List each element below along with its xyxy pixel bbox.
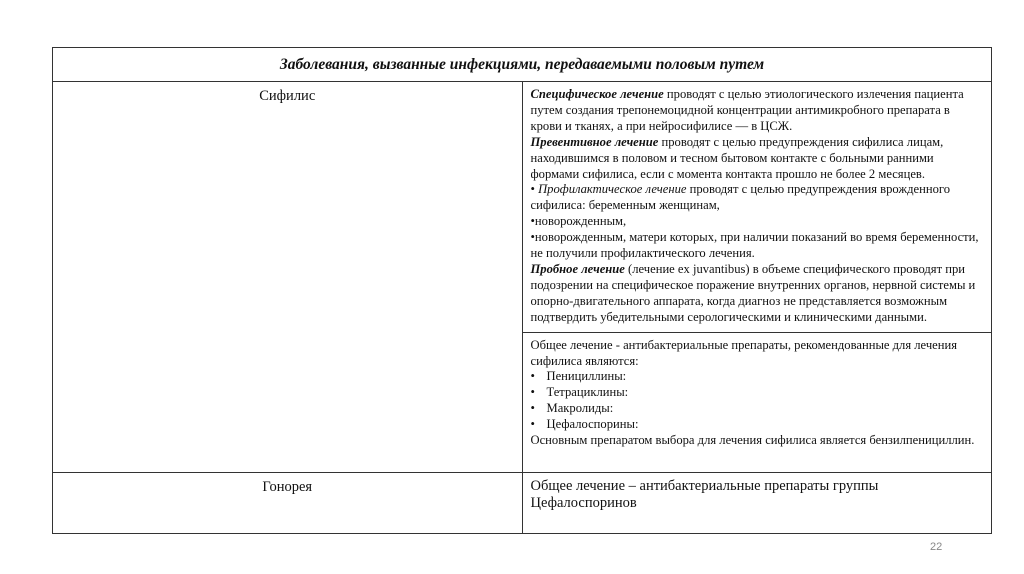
table-header-row bbox=[53, 48, 992, 82]
table-header: Заболевания, вызванные инфекциями, передаваемыми половым путем bbox=[53, 48, 992, 82]
prophylactic-term: Профилактическое лечение bbox=[538, 182, 687, 197]
table-row bbox=[53, 82, 992, 333]
gonorrhea-treatment-cell: Общее лечение – антибактериальные препараты группы Цефалоспоринов bbox=[522, 472, 992, 533]
specific-term: Специфическое лечение bbox=[530, 87, 664, 101]
page-number: 22 bbox=[930, 541, 943, 553]
syphilis-specific-treatment-cell bbox=[522, 82, 992, 333]
preventive-term: Превентивное лечение bbox=[530, 134, 659, 149]
treatment-table bbox=[52, 47, 992, 534]
syphilis-common-treatment-cell bbox=[522, 332, 992, 472]
trial-term: Пробное лечение bbox=[530, 261, 625, 276]
disease-cell-syphilis bbox=[53, 82, 523, 473]
preventive-treatment-paragraph bbox=[531, 135, 984, 183]
newborn-item-2: •новорожденным, матери которых, при наличии показаний во время беременности, не получили профилактического лечения. bbox=[530, 230, 979, 261]
newborn-item-1: •новорожденным, bbox=[530, 214, 627, 229]
prophylactic-treatment-paragraph: • Профилактическое лечение проводят с целью предупреждения врожденного сифилиса: беременным женщинам, bbox=[530, 182, 951, 213]
drug-list-item: • Макролиды: bbox=[530, 401, 614, 416]
disease-cell-gonorrhea bbox=[53, 472, 523, 533]
trial-text: (лечение ex juvantibus) в объеме специфического проводят при подозрении на специфическое поражение внутренних органов, нервной системы и опорно-двигательного аппарата, когда диагноз не представляется возможным подтвердить убедительными серологическими и клиническими данными. bbox=[530, 261, 976, 324]
common-intro: Общее лечение - антибактериальные препараты, рекомендованные для лечения сифилиса являются: bbox=[530, 337, 958, 368]
table-row bbox=[53, 472, 992, 533]
trial-treatment-paragraph bbox=[531, 262, 984, 326]
prophylactic-text: проводят с целью предупреждения врожденного сифилиса: беременным женщинам, bbox=[530, 182, 951, 213]
drug-list-item: • Тетрациклины: bbox=[530, 385, 629, 400]
preventive-text: проводят с целью предупреждения сифилиса лицам, находившимся в половом и тесном бытовом контакте с больными ранними формами сифилиса, если с момента контакта прошло не более 2 месяцев. bbox=[530, 134, 944, 181]
drug-list-item: • Цефалоспорины: bbox=[530, 417, 639, 432]
drug-list-item: • Пенициллины: bbox=[530, 369, 627, 384]
common-outro: Основным препаратом выбора для лечения сифилиса является бензилпенициллин. bbox=[530, 433, 975, 448]
disease-name: Гонорея bbox=[262, 478, 313, 495]
specific-treatment-paragraph bbox=[531, 87, 984, 135]
disease-name: Сифилис bbox=[259, 88, 316, 104]
specific-text: проводят с целью этиологического излечения пациента путем создания трепонемоцидной концентрации антимикробного препарата в крови и тканях, а при нейросифилисе — в ЦСЖ. bbox=[530, 87, 964, 133]
